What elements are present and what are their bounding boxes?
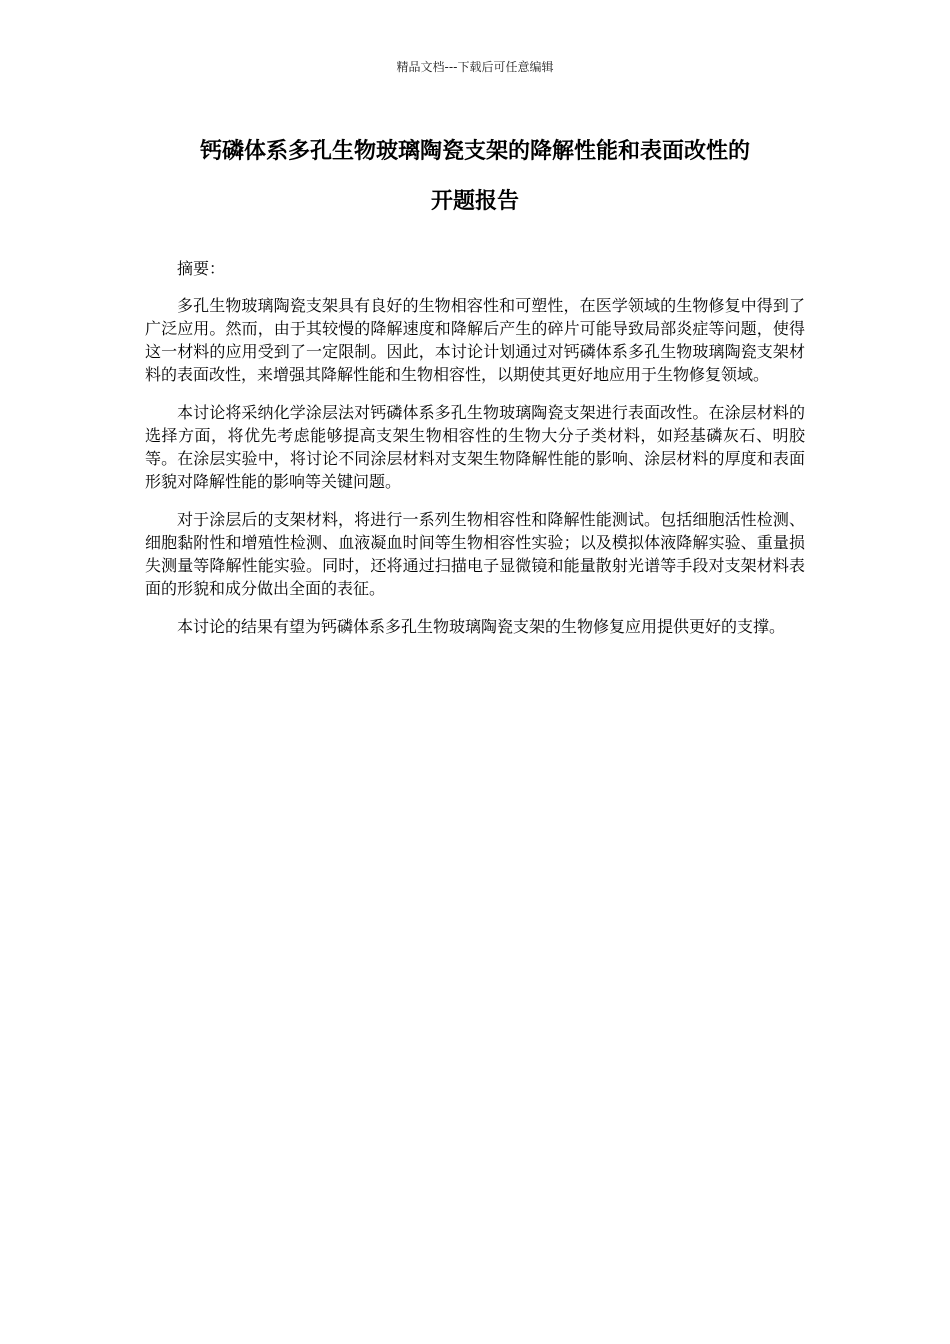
document-title bbox=[145, 134, 805, 220]
title-line-2: 开题报告 bbox=[430, 189, 519, 214]
header-note: 精品文档---下载后可任意编辑 bbox=[396, 60, 554, 74]
title-line-1: 钙磷体系多孔生物玻璃陶瓷支架的降解性能和表面改性的 bbox=[199, 139, 750, 164]
paragraph-1: 多孔生物玻璃陶瓷支架具有良好的生物相容性和可塑性，在医学领域的生物修复中得到了广泛应用。然而，由于其较慢的降解速度和降解后产生的碎片可能导致局部炎症等问题，使得这一材料的应用受到了一定限制。因此，本讨论计划通过对钙磷体系多孔生物玻璃陶瓷支架材料的表面改性，来增强其降解性能和生物相容性，以期使其更好地应用于生物修复领域。 bbox=[145, 296, 805, 384]
abstract-label: 摘要： bbox=[177, 259, 226, 278]
document-body bbox=[145, 257, 805, 653]
paragraph-3: 对于涂层后的支架材料，将进行一系列生物相容性和降解性能测试。包括细胞活性检测、细胞黏附性和增殖性检测、血液凝血时间等生物相容性实验；以及模拟体液降解实验、重量损失测量等降解性能实验。同时，还将通过扫描电子显微镜和能量散射光谱等手段对支架材料表面的形貌和成分做出全面的表征。 bbox=[145, 510, 805, 598]
paragraph-2: 本讨论将采纳化学涂层法对钙磷体系多孔生物玻璃陶瓷支架进行表面改性。在涂层材料的选择方面，将优先考虑能够提高支架生物相容性的生物大分子类材料，如羟基磷灰石、明胶等。在涂层实验中，将讨论不同涂层材料对支架生物降解性能的影响、涂层材料的厚度和表面形貌对降解性能的影响等关键问题。 bbox=[145, 403, 805, 491]
paragraph-4: 本讨论的结果有望为钙磷体系多孔生物玻璃陶瓷支架的生物修复应用提供更好的支撑。 bbox=[177, 617, 786, 636]
